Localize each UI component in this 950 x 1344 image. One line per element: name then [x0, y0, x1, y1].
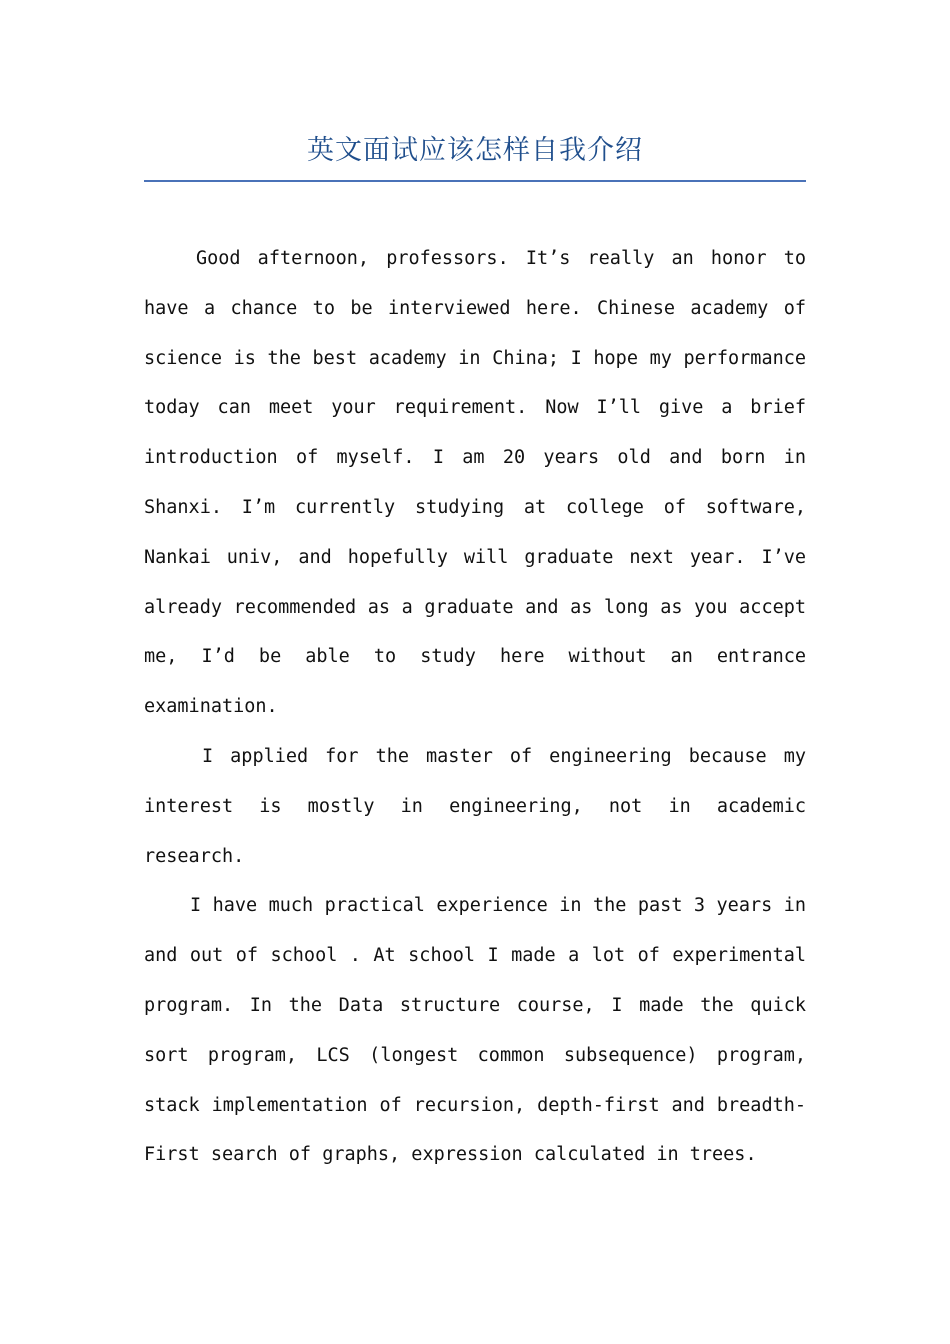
- page-title: 英文面试应该怎样自我介绍: [307, 135, 643, 166]
- paragraph-introduction: Good afternoon, professors. It’s really an honor to have a chance to be interviewed here. Chinese academy of science is the best academy in China; I hope my performance today can meet your requirement. Now I’ll give a brief introduction of myself. I am 20 years old and born in Shanxi. I’m currently studying at college of software, Nankai univ, and hopefully will graduate next year. I’ve already recommended as a graduate and as long as you accept me, I’d be able to study here without an entrance examination.: [144, 248, 806, 718]
- paragraph-practical-experience: I have much practical experience in the past 3 years in and out of school . At school I made a lot of experimental program. In the Data structure course, I made the quick sort program, LCS (longest common subsequence) program, stack implementation of recursion, depth-first and breadth-First search of graphs, expression calculated in trees.: [144, 895, 806, 1166]
- document-body: [144, 234, 806, 1180]
- paragraph-master-application: I applied for the master of engineering because my interest is mostly in engineering, not in academic research.: [144, 745, 806, 867]
- title-underline: [144, 180, 806, 182]
